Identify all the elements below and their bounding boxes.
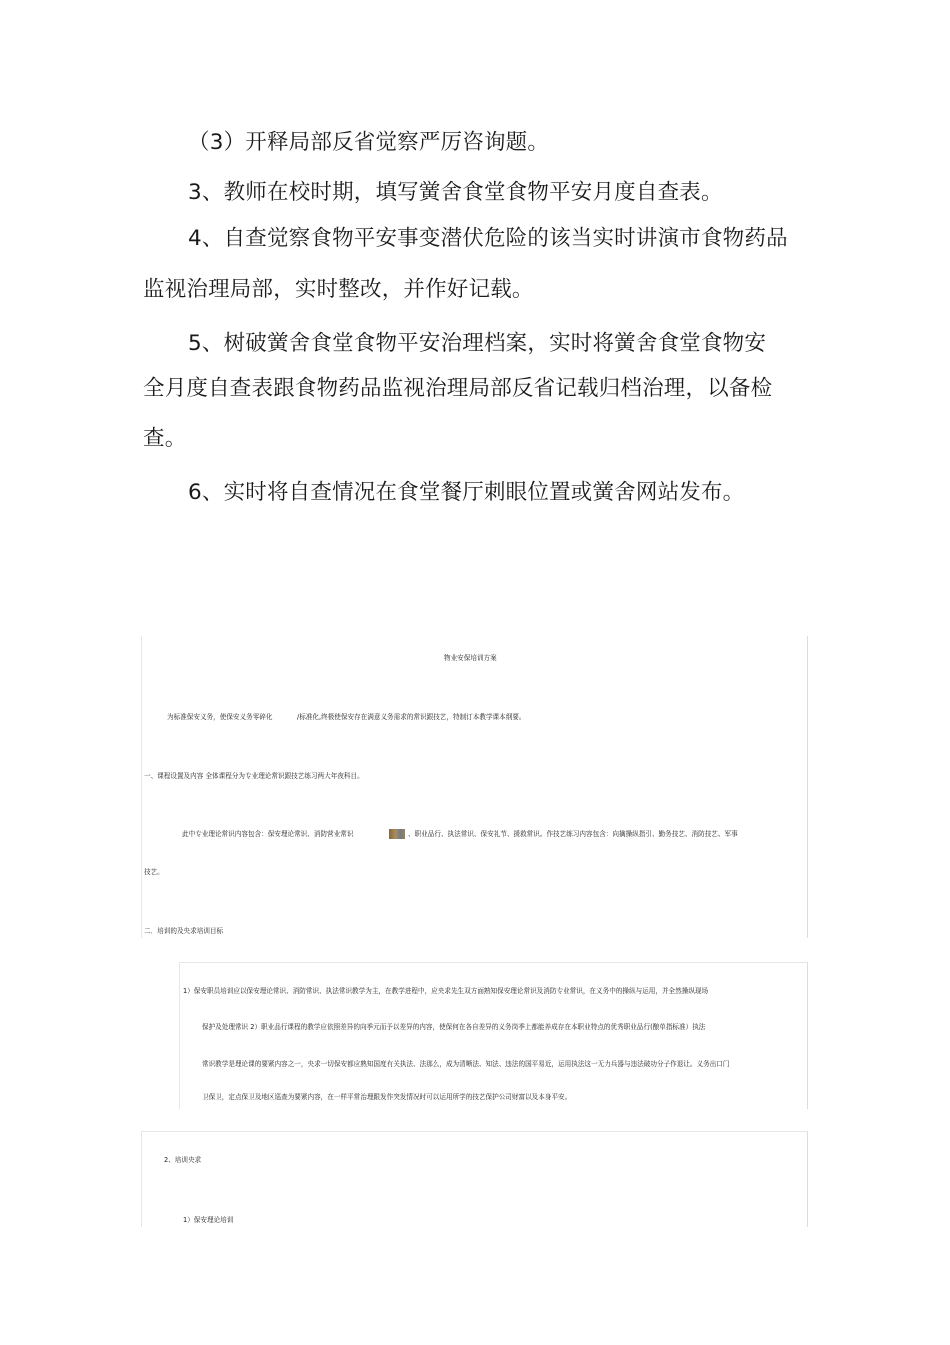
paragraph-archive-line-2: 全月度自查表跟食物药品监视治理局部反省记载归档治理，以备检 — [143, 376, 773, 401]
paragraph-archive-line-1: 5、树破黉舍食堂食物平安治理档案，实时将黉舍食堂食物安 — [188, 331, 767, 356]
embedded-section-1: 一、课程设置及内容 全体课程分为专业理论常识跟技艺练习两大年夜科目。 — [144, 772, 364, 780]
paragraph-teacher-selfcheck: 3、教师在校时期，填写黉舍食堂食物平安月度自查表。 — [188, 180, 723, 205]
embedded-intro-a: 为标准保安义务，使保安义务零碎化 — [167, 713, 273, 721]
embedded-requirements-title: 2、培训央求 — [164, 1156, 202, 1164]
embedded-theory-c: 技艺。 — [144, 868, 164, 876]
embedded-theory-a: 此中专业理论常识内容包含：保安理论常识、消防营业常识 — [182, 830, 354, 838]
embedded-objective-line-4: 卫保卫，定点保卫及地区巡查为要紧内容，在一样平常治理跟发作突发情况时可以运用所学的技艺保护公司财富以及本身平安。 — [202, 1093, 572, 1101]
embedded-objective-line-1: 1）保安职员培训应以保安理论常识、消防常识、执法常识教学为主，在教学进程中，应央求先生双方面熟知保安理论常识及消防专业常识，在义务中的操纵与运用，并全然操纵现场 — [183, 987, 709, 995]
embedded-page-1 — [141, 636, 808, 938]
paragraph-report-line-2: 监视治理局部，实时整改，并作好记载。 — [143, 277, 534, 302]
paragraph-archive-line-3: 查。 — [143, 426, 187, 451]
embedded-objective-line-2: 保护及处理常识 2）职业品行课程的教学应依照差异的向季元而予以差异的内容，使保何在各自差异的义务岗季上都能养成存在本职业特点的优秀职业品行(酿单指标准）执法 — [202, 1023, 706, 1031]
paragraph-3-inspect: （3）开释局部反省觉察严厉咨询题。 — [188, 130, 550, 155]
embedded-title: 物业安保培训方案 — [444, 654, 497, 662]
embedded-intro-b: /标准化,终极使保安存在满意义务需求的常识跟技艺，特制订本教学课本纲要。 — [297, 713, 526, 721]
embedded-requirements-item-1: 1）保安理论培训 — [183, 1216, 234, 1224]
embedded-thumbnail-image — [389, 829, 405, 839]
embedded-page-3 — [141, 1131, 808, 1227]
embedded-objective-line-3: 常识教学是理论课的要紧内容之一，央求一切保安都应熟知国度有关执法、法那么，成为清晰法、知法、违法的国平易近，运用执法这一无力兵器与违法破功分子作退让。义务出口门 — [202, 1060, 730, 1068]
paragraph-report-line-1: 4、自查觉察食物平安事变潜伏危险的该当实时讲演市食物药品 — [188, 226, 788, 251]
embedded-section-2: 二．培训的及央求培训目标 — [144, 927, 224, 935]
paragraph-publish: 6、实时将自查情况在食堂餐厅刺眼位置或黉舍网站发布。 — [188, 480, 745, 505]
embedded-page-2 — [179, 962, 808, 1109]
embedded-theory-b: 、职业品行、执法常识、保安礼节、援救常识。作技艺练习内容包含：向擒操纵指引、勤务技艺、消防技艺、军事 — [408, 830, 738, 838]
